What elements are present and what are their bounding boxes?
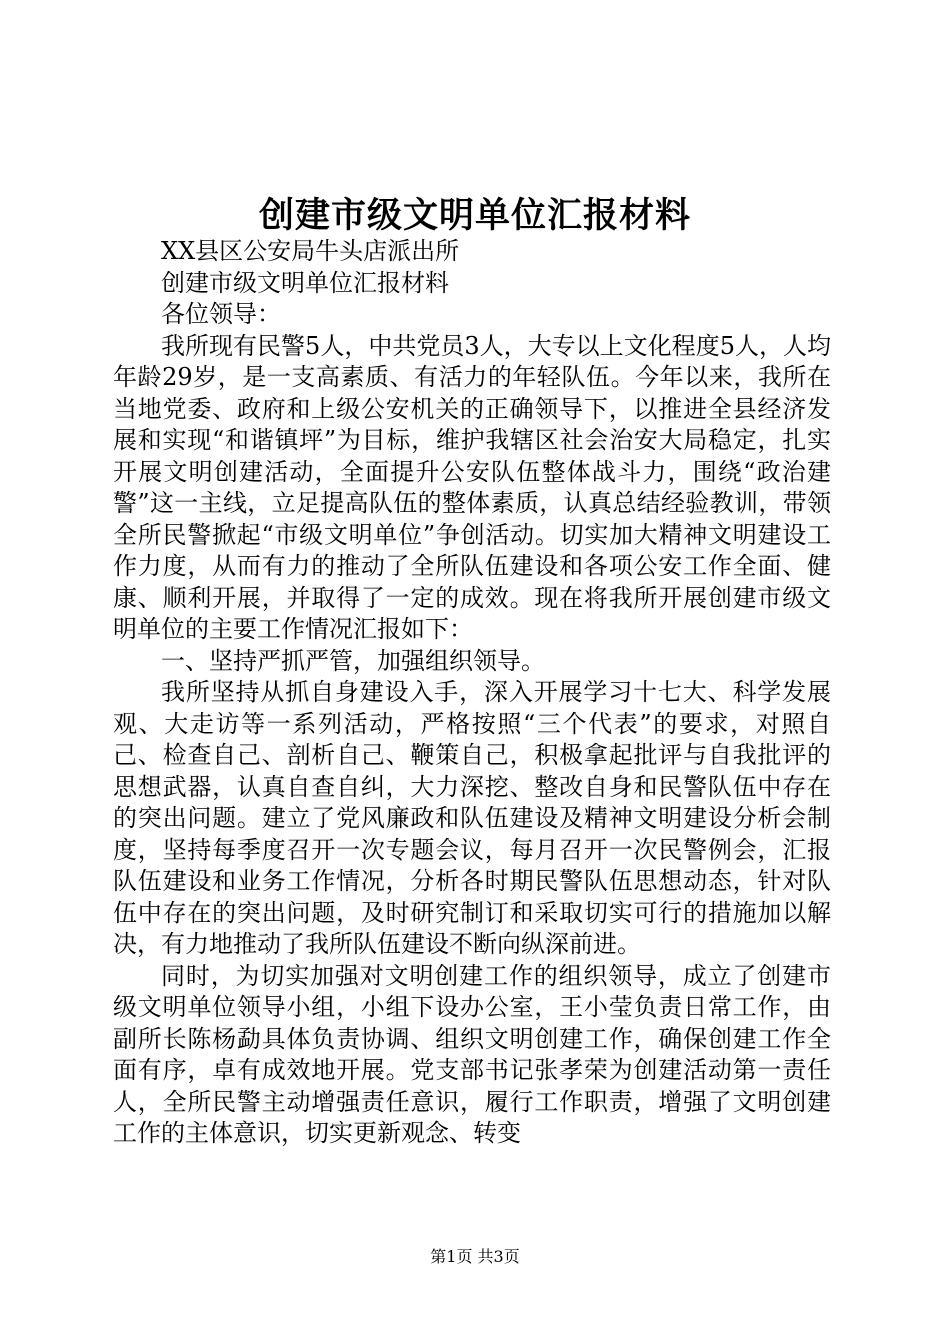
paragraph-subtitle: 创建市级文明单位汇报材料	[161, 268, 449, 297]
paragraph-org-name: XX县区公安局牛头店派出所	[161, 237, 460, 265]
page-footer: 第1页 共3页	[430, 1247, 520, 1266]
section-heading-1: 一、坚持严抓严管，加强组织领导。	[161, 646, 545, 675]
paragraph-salutation: 各位领导：	[161, 300, 281, 328]
paragraph-section-1: 我所坚持从抓自身建设入手，深入开展学习十七大、科学发展观、大走访等一系列活动，严格按照“三个代表”的要求，对照自己、检查自己、剖析自己、鞭策自己，积极拿起批评与自我批评的思想武器，认真自查自纠，大力深挖、整改自身和民警队伍中存在的突出问题。建立了党风廉政和队伍建设及精神文明建设分析会制度，坚持每季度召开一次专题会议，每月召开一次民警例会，汇报队伍建设和业务工作情况，分析各时期民警队伍思想动态，针对队伍中存在的突出问题，及时研究制订和采取切实可行的措施加以解决，有力地推动了我所队伍建设不断向纵深前进。	[113, 678, 831, 958]
document-title: 创建市级文明单位汇报材料	[258, 195, 691, 236]
paragraph-section-1-cont: 同时，为切实加强对文明创建工作的组织领导，成立了创建市级文明单位领导小组，小组下设办公室，王小莹负责日常工作，由副所长陈杨勐具体负责协调、组织文明创建工作，确保创建工作全面有序，卓有成效地开展。党支部书记张孝荣为创建活动第一责任人，全所民警主动增强责任意识，履行工作职责，增强了文明创建工作的主体意识，切实更新观念、转变	[113, 961, 831, 1147]
paragraph-intro: 我所现有民警5人，中共党员3人，大专以上文化程度5人，人均年龄29岁，是一支高素质、有活力的年轻队伍。今年以来，我所在当地党委、政府和上级公安机关的正确领导下，以推进全县经济发展和实现“和谐镇坪”为目标，维护我辖区社会治安大局稳定，扎实开展文明创建活动，全面提升公安队伍整体战斗力，围绕“政治建警”这一主线，立足提高队伍的整体素质，认真总结经验教训，带领全所民警掀起“市级文明单位”争创活动。切实加大精神文明建设工作力度，从而有力的推动了全所队伍建设和各项公安工作全面、健康、顺利开展，并取得了一定的成效。现在将我所开展创建市级文明单位的主要工作情况汇报如下：	[113, 331, 831, 643]
document-body	[113, 236, 831, 1150]
